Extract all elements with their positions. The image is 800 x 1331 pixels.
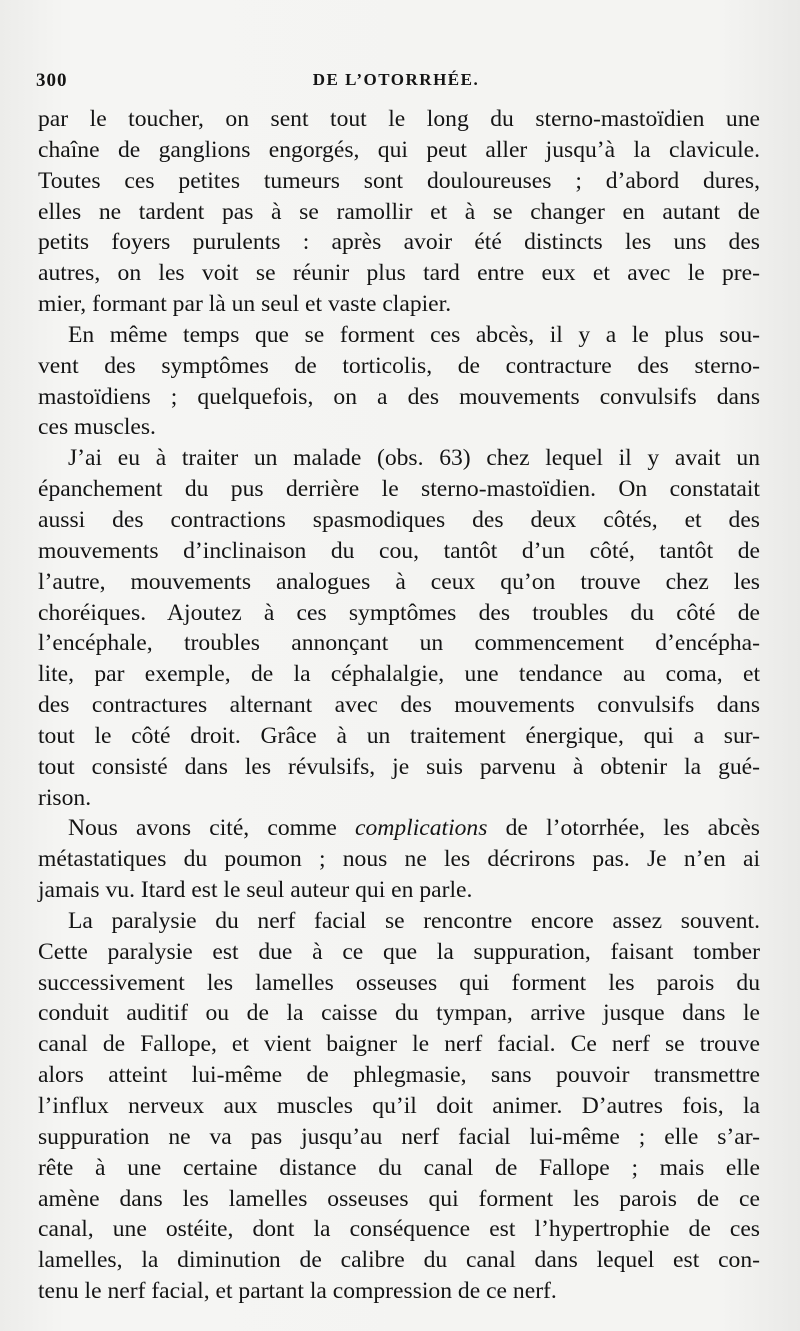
text-line: l’encéphale, troubles annonçant un commencement d’encépha- — [38, 630, 760, 657]
text-line: alors atteint lui-même de phlegmasie, sans pouvoir transmettre — [38, 1062, 760, 1089]
text-line: lite, par exemple, de la céphalalgie, une tendance au coma, et — [38, 661, 760, 688]
text-line: jamais vu. Itard est le seul auteur qui en parle. — [38, 877, 473, 904]
text-line: tout consisté dans les révulsifs, je suis parvenu à obtenir la gué- — [38, 753, 760, 780]
text-line: Nous avons cité, comme complications de l’otorrhée, les abcès — [68, 815, 760, 842]
text-line: tenu le nerf facial, et partant la compression de ce nerf. — [38, 1278, 557, 1305]
text-line: J’ai eu à traiter un malade (obs. 63) chez lequel il y avait un — [68, 445, 760, 472]
text-line: des contractures alternant avec des mouvements convulsifs dans — [38, 692, 760, 719]
running-head: DE L’OTORRHÉE. — [312, 70, 480, 89]
text-line: suppuration ne va pas jusqu’au nerf facial lui-même ; elle s’ar- — [38, 1123, 760, 1150]
text-line: choréiques. Ajoutez à ces symptômes des troubles du côté de — [38, 599, 760, 626]
text-line: Toutes ces petites tumeurs sont douloureuses ; d’abord dures, — [38, 167, 760, 194]
text-line: ces muscles. — [38, 414, 156, 441]
italic-term: complications — [355, 815, 488, 842]
text-line: petits foyers purulents : après avoir été distincts les uns des — [38, 229, 760, 256]
text-line: rête à une certaine distance du canal de Fallope ; mais elle — [38, 1154, 760, 1181]
text-line: épanchement du pus derrière le sterno-mastoïdien. On constatait — [38, 476, 760, 503]
text-line: vent des symptômes de torticolis, de contracture des sterno- — [38, 352, 760, 379]
text-line: par le toucher, on sent tout le long du sterno-mastoïdien une — [38, 106, 760, 132]
text-line: canal de Fallope, et vient baigner le nerf facial. Ce nerf se trouve — [38, 1031, 760, 1058]
text-line: successivement les lamelles osseuses qui forment les parois du — [38, 969, 760, 996]
text-line: canal, une ostéite, dont la conséquence est l’hypertrophie de ces — [38, 1216, 760, 1243]
text-line: tout le côté droit. Grâce à un traitement énergique, qui a sur- — [38, 722, 760, 749]
text-line: rison. — [38, 784, 92, 811]
text-line: mier, formant par là un seul et vaste clapier. — [38, 291, 452, 318]
text-line: mouvements d’inclinaison du cou, tantôt d’un côté, tantôt de — [38, 537, 760, 564]
text-line: En même temps que se forment ces abcès, il y a le plus sou- — [68, 321, 760, 348]
text-line: l’autre, mouvements analogues à ceux qu’on trouve chez les — [38, 568, 760, 595]
text-line: conduit auditif ou de la caisse du tympan, arrive jusque dans le — [38, 1000, 760, 1027]
text-line: mastoïdiens ; quelquefois, on a des mouvements convulsifs dans — [38, 383, 760, 410]
text-line: elles ne tardent pas à se ramollir et à se changer en autant de — [38, 198, 760, 225]
text-line: chaîne de ganglions engorgés, qui peut aller jusqu’à la clavicule. — [38, 136, 760, 163]
text-line: Cette paralysie est due à ce que la suppuration, faisant tomber — [38, 938, 760, 965]
text-line: lamelles, la diminution de calibre du canal dans lequel est con- — [38, 1247, 760, 1274]
page-number: 300 — [36, 70, 68, 91]
body-text — [38, 104, 760, 1307]
page-header — [36, 70, 756, 100]
text-line: l’influx nerveux aux muscles qu’il doit animer. D’autres fois, la — [38, 1093, 760, 1119]
text-line: métastatiques du poumon ; nous ne les décrirons pas. Je n’en ai — [38, 846, 760, 873]
text-line: autres, on les voit se réunir plus tard entre eux et avec le pre- — [38, 260, 760, 287]
text-line: amène dans les lamelles osseuses qui forment les parois de ce — [38, 1185, 760, 1212]
text-line: La paralysie du nerf facial se rencontre encore assez souvent. — [68, 907, 760, 934]
text-line: aussi des contractions spasmodiques des deux côtés, et des — [38, 506, 760, 533]
